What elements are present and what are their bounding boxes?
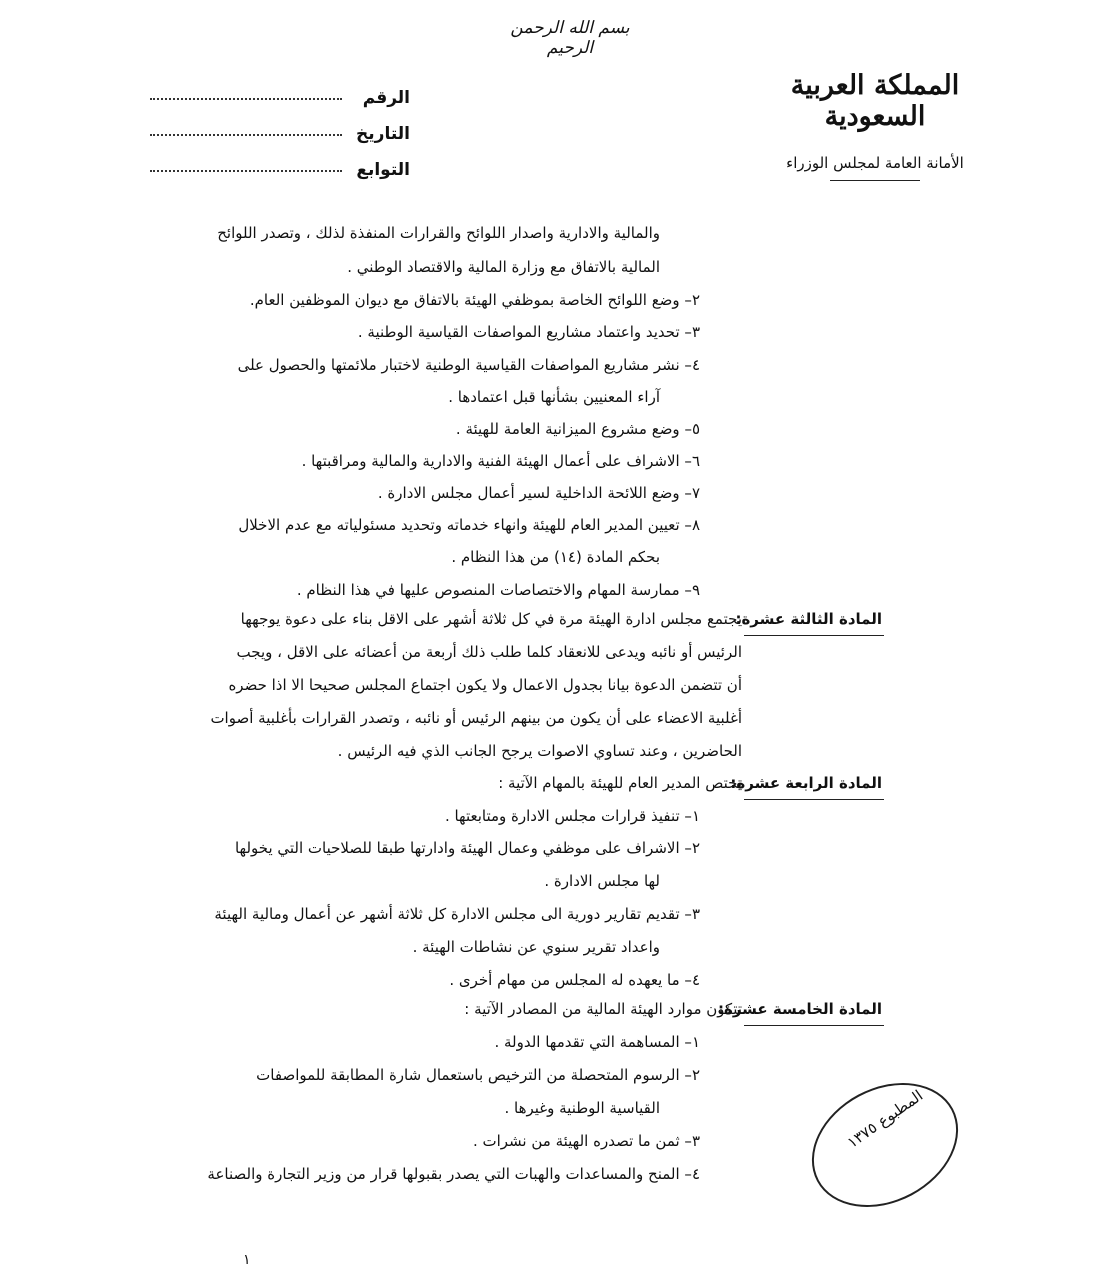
text-line: ٤– ما يعهده له المجلس من مهام أخرى . (449, 971, 700, 989)
text-line: المالية بالاتفاق مع وزارة المالية والاقتصاد الوطني . (347, 258, 660, 276)
text-line: ٤– نشر مشاريع المواصفات القياسية الوطنية لاختبار ملائمتها والحصول على (237, 356, 700, 374)
ref-number-label: الرقم (362, 88, 410, 108)
text-line: ٣– ثمن ما تصدره الهيئة من نشرات . (472, 1132, 700, 1150)
text-line: ٩– ممارسة المهام والاختصاصات المنصوص عليها في هذا النظام . (296, 581, 700, 599)
text-line: الرئيس أو نائبه ويدعى للانعقاد كلما طلب ذلك أربعة من أعضائه على الاقل ، ويجب (236, 643, 742, 661)
text-line: ٢– الرسوم المتحصلة من الترخيص باستعمال شارة المطابقة للمواصفات (256, 1066, 700, 1084)
text-line: ٨– تعيين المدير العام للهيئة وانهاء خدماته وتحديد مسئولياته مع عدم الاخلال (238, 516, 700, 534)
text-line: ٧– وضع اللائحة الداخلية لسير أعمال مجلس الادارة . (377, 484, 700, 502)
article-13-rule (744, 635, 884, 636)
kingdom-name: المملكة العربية السعودية (790, 70, 960, 132)
article-14-rule (744, 799, 884, 800)
text-line: والمالية والادارية واصدار اللوائح والقرارات المنفذة لذلك ، وتصدر اللوائح (217, 224, 660, 242)
text-line: آراء المعنيين بشأنها قبل اعتمادها . (448, 388, 660, 406)
reference-block (150, 72, 410, 180)
ref-date-label: التاريخ (356, 124, 410, 144)
article-15-rule (744, 1025, 884, 1026)
page-number: ١ (243, 1252, 251, 1268)
ref-number-row (150, 72, 410, 108)
text-line: تتكون موارد الهيئة المالية من المصادر الآتية : (464, 1000, 742, 1018)
text-line: واعداد تقرير سنوي عن نشاطات الهيئة . (412, 938, 660, 956)
secretariat-name: الأمانة العامة لمجلس الوزراء (786, 154, 964, 172)
letterhead (745, 70, 1005, 181)
text-line: أن تتضمن الدعوة بيانا بجدول الاعمال ولا يكون اجتماع المجلس صحيحا الا اذا حضره (228, 676, 742, 694)
ref-number-dots (150, 98, 342, 100)
stamp-text: المطبوع ١٣٧٥ (843, 1086, 927, 1152)
text-line: ٦– الاشراف على أعمال الهيئة الفنية والادارية والمالية ومراقبتها . (301, 452, 700, 470)
ref-date-dots (150, 134, 342, 136)
text-line: ١– المساهمة التي تقدمها الدولة . (494, 1033, 700, 1051)
ref-attachments-label: التوابع (356, 160, 410, 180)
text-line: ٣– تحديد واعتماد مشاريع المواصفات القياسية الوطنية . (357, 323, 700, 341)
ref-attachments-row (150, 144, 410, 180)
text-line: لها مجلس الادارة . (544, 872, 660, 890)
text-line: يجتمع مجلس ادارة الهيئة مرة في كل ثلاثة أشهر على الاقل بناء على دعوة يوجهها (240, 610, 742, 628)
basmala: بسم الله الرحمن الرحيم (510, 18, 630, 58)
text-line: ٢– وضع اللوائح الخاصة بموظفي الهيئة بالاتفاق مع ديوان الموظفين العام. (249, 291, 700, 309)
article-14-title: المادة الرابعة عشرة: (730, 774, 882, 792)
text-line: الحاضرين ، وعند تساوي الاصوات يرجح الجانب الذي فيه الرئيس . (337, 742, 742, 760)
letterhead-rule (830, 180, 920, 181)
ref-attachments-dots (150, 170, 342, 172)
official-stamp (790, 1059, 979, 1232)
article-15-title: المادة الخامسة عشرة: (717, 1000, 882, 1018)
text-line: ٣– تقديم تقارير دورية الى مجلس الادارة كل ثلاثة أشهر عن أعمال ومالية الهيئة (214, 905, 700, 923)
text-line: ٢– الاشراف على موظفي وعمال الهيئة وادارتها طبقا للصلاحيات التي يخولها (234, 839, 700, 857)
text-line: بحكم المادة (١٤) من هذا النظام . (451, 548, 660, 566)
text-line: يختص المدير العام للهيئة بالمهام الآتية : (498, 774, 742, 792)
article-13-title: المادة الثالثة عشرة: (735, 610, 882, 628)
text-line: القياسية الوطنية وغيرها . (504, 1099, 660, 1117)
text-line: ١– تنفيذ قرارات مجلس الادارة ومتابعتها . (444, 807, 700, 825)
text-line: ٤– المنح والمساعدات والهبات التي يصدر بقبولها قرار من وزير التجارة والصناعة (207, 1165, 700, 1183)
ref-date-row (150, 108, 410, 144)
text-line: أغلبية الاعضاء على أن يكون من بينهم الرئيس أو نائبه ، وتصدر القرارات بأغلبية أصوات (210, 709, 742, 727)
text-line: ٥– وضع مشروع الميزانية العامة للهيئة . (455, 420, 700, 438)
